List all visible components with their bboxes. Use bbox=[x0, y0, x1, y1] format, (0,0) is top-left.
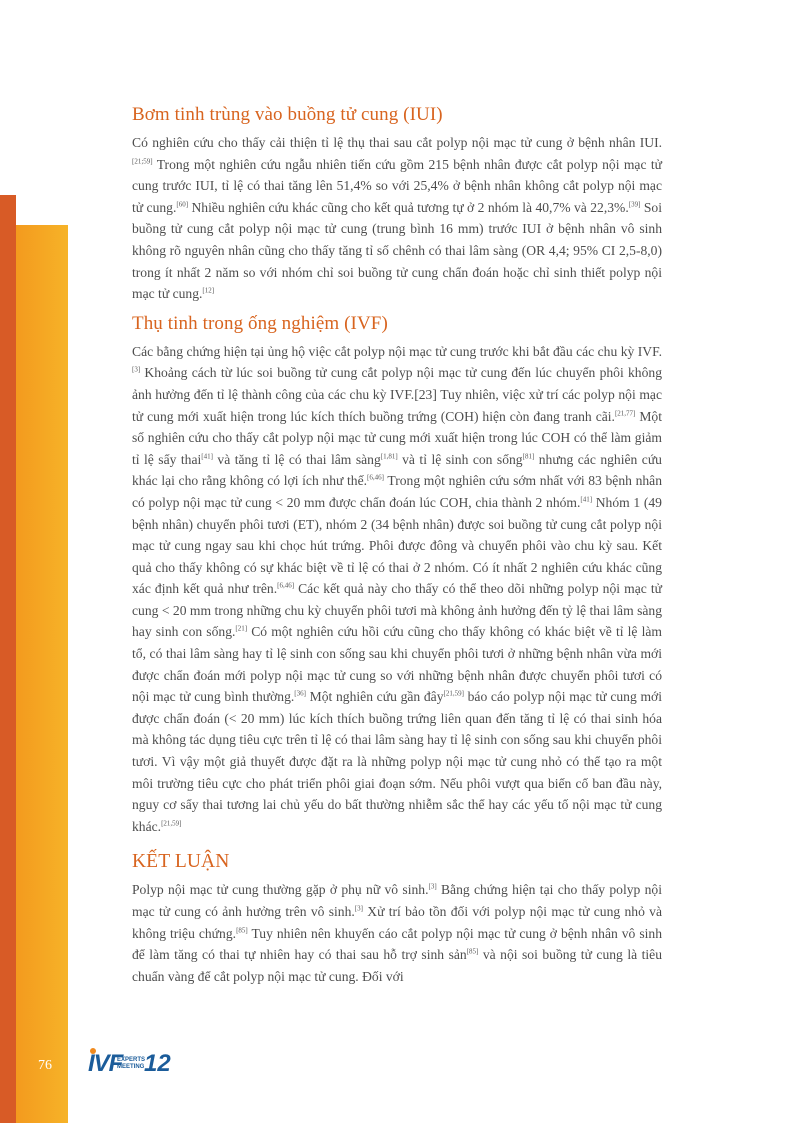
body-text: Nhiều nghiên cứu khác cũng cho kết quả tương tự ở 2 nhóm là 40,7% và 22,3%. bbox=[188, 199, 629, 215]
body-text: Trong một nghiên cứu sớm nhất với 83 bệnh nhân có polyp nội mạc tử cung < 20 mm được chẩn đoán lúc COH, chia thành 2 nhóm. bbox=[132, 473, 662, 510]
logo-number: 12 bbox=[144, 1050, 171, 1077]
logo-sub-text: EXPERTS MEETING bbox=[117, 1057, 146, 1070]
section-title-ivf: Thụ tinh trong ống nghiệm (IVF) bbox=[132, 312, 388, 334]
section-body-iui bbox=[132, 132, 662, 305]
body-text: Soi buồng tử cung cắt polyp nội mạc tử cung (trung bình 16 mm) trước IUI ở bệnh nhân vô sinh không rõ nguyên nhân cũng cho thấy tăng tỉ số chênh có thai lâm sàng (OR 4,4; 95% CI 2,5-8,0) trong ít nhất 2 năm so với nhóm chỉ soi buồng tử cung chẩn đoán hoặc chỉ sinh thiết polyp nội mạc tử cung. bbox=[132, 199, 662, 302]
body-text: Khoảng cách từ lúc soi buồng tử cung cắt polyp nội mạc tử cung đến lúc chuyển phôi không ảnh hưởng đến tỉ lệ thành công của các chu kỳ IVF.[23] Tuy nhiên, việc xử trí các polyp nội mạc tử cung mới xuất hiện trong lúc kích thích buồng trứng (COH) hiện còn đang tranh cãi. bbox=[132, 365, 662, 424]
body-text: Tuy nhiên nên khuyến cáo cắt polyp nội mạc tử cung ở bệnh nhân vô sinh để làm tăng có thai tự nhiên hay có thai sau hỗ trợ sinh sản bbox=[132, 925, 662, 963]
citation-ref: [12] bbox=[202, 286, 215, 295]
body-text: và tỉ lệ sinh con sống bbox=[397, 451, 523, 467]
citation-ref: [85] bbox=[466, 947, 479, 956]
citation-ref: [39] bbox=[628, 200, 641, 209]
body-text: Xử trí bảo tồn đối với polyp nội mạc tử cung nhỏ và không triệu chứng. bbox=[132, 904, 663, 941]
body-text: báo cáo polyp nội mạc tử cung mới được chẩn đoán (< 20 mm) lúc kích thích buồng trứng liên quan đến tăng tỉ lệ có thai sinh hóa mà không tác dụng tiêu cực trên tỉ lệ có thai lâm sàng hay tỉ lệ sinh con sống sau khi chuyển phôi tươi. Vì vậy một giả thuyết được đặt ra là những polyp nội mạc tử cung nhỏ có thể tạo ra một môi trường tiêu cực cho phát triển phôi giai đoạn sớm. Nếu phôi vượt qua biến cố ban đầu này, nguy cơ sẩy thai tương lai chủ yếu do bất thường nhiễm sắc thể hay các yếu tố nội mạc tử cung khác. bbox=[132, 689, 662, 834]
body-text: Một nghiên cứu gần đây bbox=[305, 689, 444, 705]
body-text: Có một nghiên cứu hồi cứu cũng cho thấy không có khác biệt về tỉ lệ làm tổ, có thai lâm sàng hay tỉ lệ sinh con sống sau khi chuyển phôi tươi ở những bệnh nhân vừa mới được chẩn đoán mới polyp nội mạc tử cung so với những bệnh nhân được chuyển phôi tươi có nội mạc tử cung bình thường. bbox=[132, 624, 662, 705]
citation-ref: [3] bbox=[132, 365, 141, 374]
body-text: và tăng tỉ lệ có thai lâm sàng bbox=[212, 451, 381, 467]
logo-ivf-text: IVF bbox=[88, 1050, 123, 1077]
page-content bbox=[132, 100, 662, 987]
citation-ref: [1,81] bbox=[380, 452, 398, 461]
body-text: và nội soi buồng tử cung là tiêu chuẩn vàng để cắt polyp nội mạc tử cung. Đối với bbox=[132, 947, 663, 984]
citation-ref: [21;59] bbox=[132, 157, 153, 166]
section-title-conclusion: KẾT LUẬN bbox=[132, 851, 230, 873]
citation-ref: [21,59] bbox=[161, 819, 182, 828]
citation-ref: [6,46] bbox=[277, 581, 295, 590]
citation-ref: [60] bbox=[176, 200, 189, 209]
citation-ref: [21,77] bbox=[614, 409, 636, 417]
decorative-stripe-light bbox=[16, 225, 68, 1123]
body-text: nhưng các nghiên cứu khác lại cho rằng không có lợi ích như thế. bbox=[132, 451, 662, 489]
citation-ref: [21,59] bbox=[443, 689, 464, 698]
page-number: 76 bbox=[38, 1058, 52, 1073]
body-text: Có nghiên cứu cho thấy cải thiện tỉ lệ thụ thai sau cắt polyp nội mạc tử cung ở bệnh nhân IUI. bbox=[132, 135, 662, 150]
section-title-iui: Bơm tinh trùng vào buồng tử cung (IUI) bbox=[132, 104, 443, 125]
citation-ref: [41] bbox=[201, 452, 213, 461]
body-text: Một số nghiên cứu cho thấy cắt polyp nội mạc tử cung mới xuất hiện trong lúc COH có thể làm giảm tỉ lệ sẩy thai bbox=[132, 408, 663, 467]
decorative-stripe-dark bbox=[0, 195, 16, 1123]
body-text: Bằng chứng hiện tại cho thấy polyp nội mạc tử cung có ảnh hưởng trên vô sinh. bbox=[132, 882, 662, 919]
ivf-experts-meeting-logo bbox=[88, 1048, 171, 1080]
citation-ref: [6,46] bbox=[367, 473, 384, 482]
body-text: Polyp nội mạc tử cung thường gặp ở phụ nữ vô sinh. bbox=[132, 882, 429, 898]
citation-ref: [36] bbox=[294, 689, 306, 698]
body-text: Trong một nghiên cứu ngẫu nhiên tiến cứu gồm 215 bệnh nhân được cắt polyp nội mạc tử cung trước IUI, tỉ lệ có thai tăng lên 51,4% so với 25,4% ở bệnh nhân không cắt polyp nội mạc tử cung. bbox=[132, 156, 662, 215]
citation-ref: [3] bbox=[354, 904, 363, 913]
citation-ref: [41] bbox=[580, 495, 593, 504]
citation-ref: [81] bbox=[522, 452, 535, 461]
citation-ref: [21] bbox=[235, 624, 248, 633]
citation-ref: [85] bbox=[236, 926, 248, 935]
body-text: Các kết quả này cho thấy có thể theo dõi những polyp nội mạc tử cung < 20 mm trong những chu kỳ chuyển phôi tươi mà không ảnh hưởng đến tỷ lệ thai lâm sàng hay sinh con sống. bbox=[132, 581, 662, 640]
body-text: Nhóm 1 (49 bệnh nhân) chuyển phôi tươi (ET), nhóm 2 (34 bệnh nhân) được soi buồng tử cung cắt polyp nội mạc tử cung ngay sau khi chọc hút trứng. Phôi được đông và chuyển phôi vào chu kỳ sau. Kết quả cho thấy không có sự khác biệt về tỉ lệ có thai ở 2 nhóm. Có ít nhất 2 nghiên cứu khác cũng xác định kết quả như trên. bbox=[132, 494, 662, 597]
body-text: Các bằng chứng hiện tại ủng hộ việc cắt polyp nội mạc tử cung trước khi bắt đầu các chu kỳ IVF. bbox=[132, 343, 662, 359]
section-body-conclusion bbox=[132, 879, 662, 987]
section-body-ivf bbox=[132, 341, 662, 838]
citation-ref: [3] bbox=[428, 882, 437, 891]
